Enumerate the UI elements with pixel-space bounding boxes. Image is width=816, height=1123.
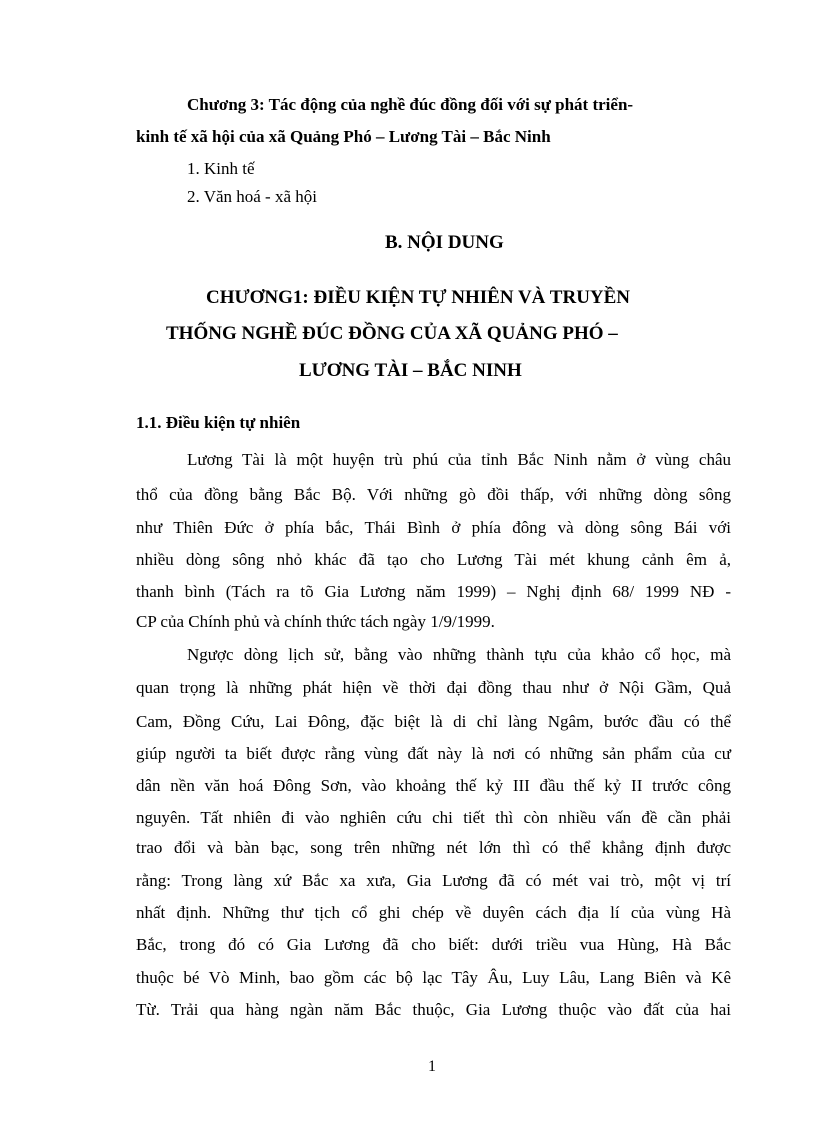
- paragraph2-line: dân nền văn hoá Đông Sơn, vào khoảng thế kỷ III đầu thế kỷ II trước công: [136, 776, 731, 795]
- toc-item-culture-society: 2. Văn hoá - xã hội: [187, 187, 317, 206]
- paragraph2-line: Cam, Đồng Cứu, Lai Đông, đặc biệt là di chỉ làng Ngâm, bước đầu có thể: [136, 712, 731, 731]
- page-number: 1: [428, 1058, 436, 1075]
- chapter-title-line2: THỐNG NGHỀ ĐÚC ĐỒNG CỦA XÃ QUẢNG PHÓ –: [166, 323, 618, 344]
- paragraph2-line: Ngược dòng lịch sử, bằng vào những thành tựu của khảo cổ học, mà: [187, 645, 731, 664]
- paragraph2-line: quan trọng là những phát hiện về thời đại đồng thau như ở Nội Gầm, Quả: [136, 678, 731, 697]
- paragraph2-line: rằng: Trong làng xứ Bắc xa xưa, Gia Lương đã có mét vai trò, một vị trí: [136, 871, 731, 890]
- toc-chapter3-line1: Chương 3: Tác động của nghề đúc đồng đối với sự phát triển-: [187, 95, 634, 114]
- toc-item-economy: 1. Kinh tế: [187, 159, 255, 178]
- paragraph2-line: trao đổi và bàn bạc, song trên những nét lớn thì có thể khẳng định được: [136, 838, 731, 857]
- paragraph2-line: nguyên. Tất nhiên đi vào nghiên cứu chi tiết thì còn nhiều vấn đề cần phải: [136, 808, 731, 827]
- chapter-title-line3: LƯƠNG TÀI – BẮC NINH: [299, 360, 522, 381]
- paragraph2-line: giúp người ta biết được rằng vùng đất này là nơi có những sản phẩm của cư: [136, 744, 731, 763]
- chapter-title-line1: CHƯƠNG1: ĐIỀU KIỆN TỰ NHIÊN VÀ TRUYỀN: [206, 287, 631, 308]
- toc-chapter3-line2: kinh tế xã hội của xã Quảng Phó – Lương Tài – Bắc Ninh: [136, 127, 551, 146]
- paragraph2-line: Từ. Trải qua hàng ngàn năm Bắc thuộc, Gia Lương thuộc vào đất của hai: [136, 1000, 731, 1019]
- paragraph1-line: như Thiên Đức ở phía bắc, Thái Bình ở phía đông và dòng sông Bái với: [136, 518, 731, 537]
- paragraph1-line: thổ của đồng bằng Bắc Bộ. Với những gò đồi thấp, với những dòng sông: [136, 485, 731, 504]
- paragraph1-line: nhiều dòng sông nhỏ khác đã tạo cho Lương Tài mét khung cảnh êm ả,: [136, 550, 731, 569]
- paragraph1-line: thanh bình (Tách ra tõ Gia Lương năm 1999) – Nghị định 68/ 1999 NĐ -: [136, 582, 731, 601]
- paragraph2-line: thuộc bé Vò Minh, bao gồm các bộ lạc Tây Âu, Luy Lâu, Lang Biên và Kê: [136, 968, 731, 987]
- section-heading: 1.1. Điều kiện tự nhiên: [136, 413, 301, 432]
- paragraph1-line: CP của Chính phủ và chính thức tách ngày 1/9/1999.: [136, 612, 495, 631]
- paragraph2-line: Bắc, trong đó có Gia Lương đã cho biết: dưới triều vua Hùng, Hà Bắc: [136, 935, 731, 954]
- part-heading: B. NỘI DUNG: [385, 232, 504, 253]
- paragraph1-line: Lương Tài là một huyện trù phú của tỉnh Bắc Ninh nằm ở vùng châu: [187, 450, 731, 469]
- paragraph2-line: nhất định. Những thư tịch cổ ghi chép về duyên cách địa lí của vùng Hà: [136, 903, 731, 922]
